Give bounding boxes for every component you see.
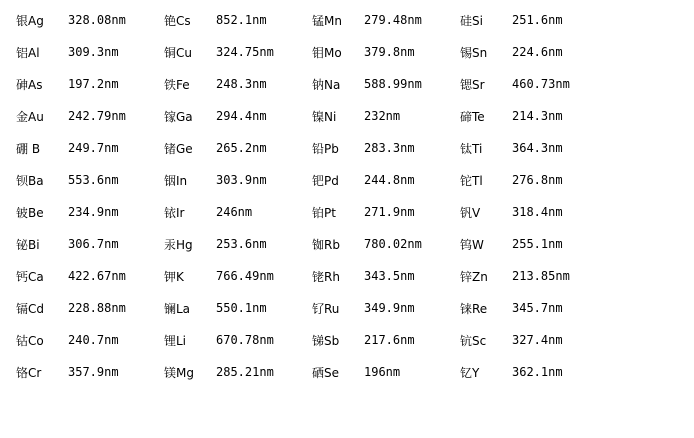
wavelength-value: 766.49nm <box>216 269 274 283</box>
wavelength-value: 217.6nm <box>364 333 415 347</box>
wavelength-value: 214.3nm <box>512 109 563 123</box>
wavelength-value: 242.79nm <box>68 109 126 123</box>
element-symbol: 镁Mg <box>164 365 194 380</box>
element-symbol: 铍Be <box>16 205 44 220</box>
wavelength-value: 232nm <box>364 109 401 123</box>
wavelength-value: 550.1nm <box>216 301 267 315</box>
element-symbol: 镓Ga <box>164 109 193 124</box>
wavelength-value: 318.4nm <box>512 205 563 219</box>
element-symbol: 镧La <box>164 301 191 316</box>
wavelength-value: 224.6nm <box>512 45 563 59</box>
element-symbol: 砷As <box>16 77 43 92</box>
element-symbol: 铑Rh <box>312 269 340 284</box>
wavelength-value: 253.6nm <box>216 237 267 251</box>
wavelength-value: 306.7nm <box>68 237 119 251</box>
element-symbol: 铱Ir <box>164 205 185 220</box>
element-symbol: 铊Tl <box>460 173 483 188</box>
wavelength-value: 240.7nm <box>68 333 119 347</box>
wavelength-value: 379.8nm <box>364 45 415 59</box>
element-symbol: 铂Pt <box>312 205 336 220</box>
element-symbol: 锑Sb <box>312 333 340 348</box>
element-symbol: 铼Re <box>460 301 488 316</box>
wavelength-value: 362.1nm <box>512 365 563 379</box>
wavelength-value: 244.8nm <box>364 173 415 187</box>
wavelength-value: 324.75nm <box>216 45 274 59</box>
element-symbol: 钛Ti <box>460 141 483 156</box>
wavelength-value: 249.7nm <box>68 141 119 155</box>
element-symbol: 铁Fe <box>164 77 190 92</box>
element-symbol: 铬Cr <box>16 365 42 380</box>
element-symbol: 镍Ni <box>312 109 337 124</box>
wavelength-value: 246nm <box>216 205 253 219</box>
element-symbol: 锌Zn <box>460 269 488 284</box>
element-symbol: 钾K <box>164 269 184 284</box>
element-symbol: 锶Sr <box>460 77 485 92</box>
element-symbol: 钴Co <box>16 333 44 348</box>
element-symbol: 钯Pd <box>312 173 339 188</box>
element-symbol: 碲Te <box>460 109 485 124</box>
wavelength-value: 197.2nm <box>68 77 119 91</box>
wavelength-value: 285.21nm <box>216 365 274 379</box>
wavelength-value: 265.2nm <box>216 141 267 155</box>
wavelength-value: 228.88nm <box>68 301 126 315</box>
wavelength-value: 780.02nm <box>364 237 422 251</box>
wavelength-value: 345.7nm <box>512 301 563 315</box>
wavelength-value: 251.6nm <box>512 13 563 27</box>
wavelength-value: 255.1nm <box>512 237 563 251</box>
element-symbol: 锗Ge <box>164 141 193 156</box>
element-symbol: 硼 B <box>16 141 41 156</box>
element-symbol: 铅Pb <box>312 141 339 156</box>
element-wavelength-table <box>16 4 608 388</box>
element-symbol: 钇Y <box>460 365 480 380</box>
wavelength-value: 327.4nm <box>512 333 563 347</box>
wavelength-value: 303.9nm <box>216 173 267 187</box>
wavelength-value: 309.3nm <box>68 45 119 59</box>
element-symbol: 钠Na <box>312 77 341 92</box>
wavelength-value: 283.3nm <box>364 141 415 155</box>
element-symbol: 硒Se <box>312 365 340 380</box>
element-symbol: 铋Bi <box>16 237 40 252</box>
wavelength-value: 271.9nm <box>364 205 415 219</box>
element-symbol: 钼Mo <box>312 45 342 60</box>
element-symbol: 锰Mn <box>312 13 342 28</box>
wavelength-value: 213.85nm <box>512 269 570 283</box>
element-symbol: 钡Ba <box>16 173 44 188</box>
wavelength-value: 196nm <box>364 365 401 379</box>
wavelength-value: 294.4nm <box>216 109 267 123</box>
element-symbol: 金Au <box>16 109 44 124</box>
wavelength-value: 588.99nm <box>364 77 422 91</box>
element-symbol: 铝Al <box>16 45 40 60</box>
wavelength-value: 422.67nm <box>68 269 126 283</box>
wavelength-value: 553.6nm <box>68 173 119 187</box>
element-symbol: 钪Sc <box>460 333 487 348</box>
element-symbol: 铟In <box>164 173 188 188</box>
element-symbol: 钨W <box>460 237 484 252</box>
element-symbol: 钌Ru <box>312 301 340 316</box>
wavelength-value: 357.9nm <box>68 365 119 379</box>
element-symbol: 钙Ca <box>16 269 44 284</box>
wavelength-value: 276.8nm <box>512 173 563 187</box>
wavelength-value: 279.48nm <box>364 13 422 27</box>
wavelength-value: 670.78nm <box>216 333 274 347</box>
wavelength-value: 248.3nm <box>216 77 267 91</box>
element-symbol: 银Ag <box>16 13 44 28</box>
element-symbol: 铷Rb <box>312 237 340 252</box>
element-symbol: 铯Cs <box>164 13 191 28</box>
element-symbol: 镉Cd <box>16 301 44 316</box>
wavelength-value: 343.5nm <box>364 269 415 283</box>
wavelength-value: 852.1nm <box>216 13 267 27</box>
element-symbol: 硅Si <box>460 13 483 28</box>
wavelength-value: 349.9nm <box>364 301 415 315</box>
element-symbol: 锡Sn <box>460 45 488 60</box>
wavelength-value: 328.08nm <box>68 13 126 27</box>
element-symbol: 锂Li <box>164 333 187 348</box>
element-symbol: 汞Hg <box>164 237 193 252</box>
wavelength-value: 460.73nm <box>512 77 570 91</box>
element-symbol: 铜Cu <box>164 45 192 60</box>
wavelength-value: 234.9nm <box>68 205 119 219</box>
element-symbol: 钒V <box>460 205 481 220</box>
wavelength-value: 364.3nm <box>512 141 563 155</box>
